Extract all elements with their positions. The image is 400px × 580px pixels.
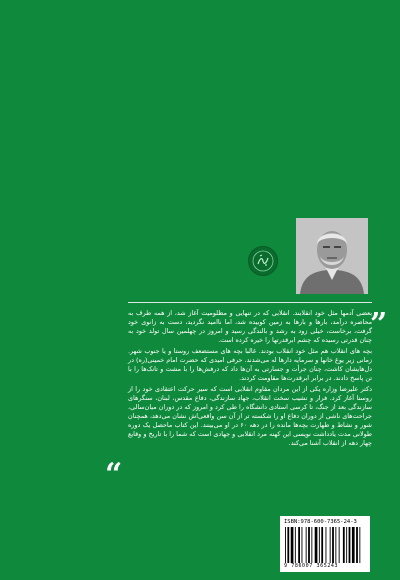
quote-open-icon: ” bbox=[370, 307, 388, 342]
publisher-seal bbox=[248, 246, 278, 276]
blurb-paragraph: بعضی آدمها مثل خود انقلابند. انقلابی که در تنهایی و مظلومیت آغاز شد، از همه طرف به محاصره درآمد، بارها و بارها به زمین کوبیده شد، اما ناامید نگردید، دست به زانوی خود گرفت، برخاست، خیلی زود به رشد و بالندگی رسید و امروز در چهلمین سال تولد خود به چنان قدرتی رسیده که چشم ابرقدرتها را خیره کرده است. bbox=[128, 309, 372, 344]
author-portrait-image bbox=[296, 218, 368, 294]
isbn-barcode-box bbox=[280, 516, 370, 572]
isbn-digits: 9 786007 365243 bbox=[284, 563, 339, 569]
back-cover-blurb bbox=[128, 309, 372, 450]
isbn-label: ISBN:978-600-7365-24-3 bbox=[284, 519, 357, 525]
divider-line bbox=[128, 302, 372, 303]
author-portrait bbox=[296, 218, 368, 294]
blurb-paragraph: دکتر علیرضا وزاره یکی از این مردان مقاوم انقلابی است که سیر حرکت اعتقادی خود را از روستا آغاز کرد. فرار و نشیب سخت انقلاب، جهاد سازندگی، دفاع مقدس، لبنان، سنگرهای سازندگی بعد از جنگ، تا کرسی استادی دانشگاه را طی کرد و امروز که در دوران میان‌سالی، جراحت‌های ناشی از دوران دفاع او را شکسته تر از آن سن واقعی‌اش نشان می‌دهد، همچنان شور و نشاط و طهارت بچه‌ها مانده را در دهه ۶۰ در او می‌بینند. این کتاب ماحصل یک دوره طولانی مدت یادداشت نویسی این کهنه مرد انقلابی و جهادی است که شما را با تاریخ و وقایع چهار دهه از انقلاب آشنا می‌کند. bbox=[128, 385, 372, 447]
quote-close-icon: “ bbox=[105, 457, 123, 492]
calligraphy-logo-icon bbox=[251, 249, 275, 273]
blurb-paragraph: بچه های انقلاب هم مثل خود انقلاب بودند. غالبا بچه های مستضعف روستا و یا جنوب شهر. زمانی زیر یوغ خانها و سرمایه دارها له می‌شدند. حرفی امیدی که حضرت امام خمینی(ره) در دل‌هایشان کاشت، چنان جرأت و جسارتی به آن‌ها داد که درفش‌ها را با مشت و تانک‌ها را با تن پاسخ دادند. در برابر ابرقدرت‌ها مقاومت کردند. bbox=[128, 347, 372, 382]
barcode-icon bbox=[284, 527, 366, 563]
